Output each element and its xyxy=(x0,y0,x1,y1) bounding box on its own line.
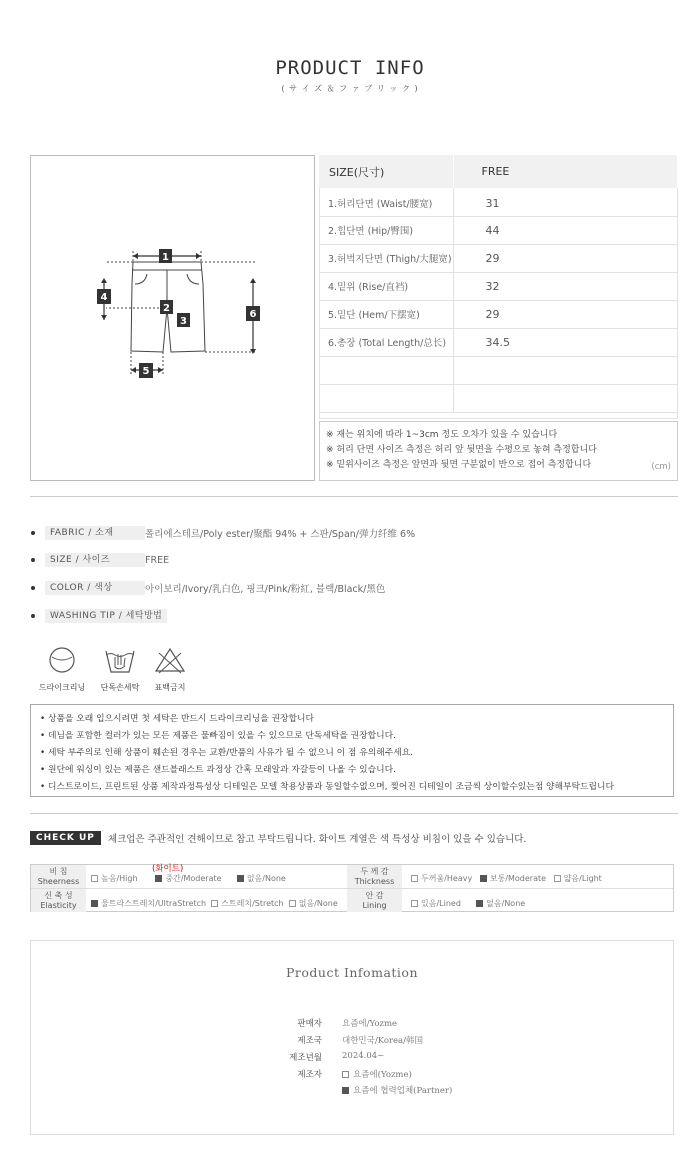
product-info-title: Product Infomation xyxy=(285,965,418,980)
marker-3: 3 xyxy=(180,316,187,327)
page-subtitle: ( サ イ ズ ＆ フ ァ ブ リ ッ ク ) xyxy=(281,84,419,93)
fabric-row: FABRIC / 소재 폴리에스테르/Poly ester/聚酯 94% + 스판/Span/弹力纤维 6% xyxy=(30,525,145,541)
checkbox xyxy=(411,875,418,882)
care-note: • 상품을 오래 입으시려면 첫 세탁은 반드시 드라이크리닝을 권장합니다 xyxy=(40,714,314,724)
table-row xyxy=(319,384,678,412)
checkbox xyxy=(91,875,98,882)
page-title: PRODUCT INFO xyxy=(275,57,425,79)
product-information-box: Product Infomation 판매자 요즘에/Yozme 제조국 대한민국/Korea/韩国 제조년월 2024.04~ 제조자 요즘에(Yozme) 요즘에 협력업체(Partner) xyxy=(30,940,674,1135)
marker-4: 4 xyxy=(100,292,108,303)
divider xyxy=(30,813,678,814)
care-note: • 원단에 워싱이 있는 제품은 샌드블래스트 과정상 간혹 모래알과 자갈등이 나올 수 있습니다. xyxy=(40,765,396,775)
marker-1: 1 xyxy=(162,252,169,263)
care-note: • 디스트로이드, 프린트된 상품 제작과정특성상 디테일은 모델 착용상품과 동일할수없으며, 찢어진 디테일이 조금씩 상이할수있는점 양해부탁드립니다 xyxy=(40,782,614,792)
care-notes-box xyxy=(30,704,674,797)
thickness-label: 두 께 감 Thickness xyxy=(347,865,402,888)
note-line: ※ 재는 위치에 따라 1~3cm 정도 오차가 있을 수 있습니다 xyxy=(326,430,558,440)
elasticity-label: 신 축 성 Elasticity xyxy=(31,889,86,912)
table-row: 4.밑위 (Rise/直裆) 32 xyxy=(319,272,678,300)
note-line: ※ 허리 단면 사이즈 측정은 허리 앞 뒷면을 수평으로 놓혀 측정합니다 xyxy=(326,445,597,455)
bullet-icon xyxy=(31,531,35,535)
checkbox xyxy=(480,875,487,882)
size-row: SIZE / 사이즈 FREE xyxy=(30,552,145,568)
no-bleach-item: 표백금지 xyxy=(150,645,190,693)
table-row: 6.총장 (Total Length/总长) 34.5 xyxy=(319,328,678,356)
table-row xyxy=(319,356,678,384)
shorts-measurement-diagram xyxy=(30,155,315,481)
bullet-icon xyxy=(31,558,35,562)
bullet-icon xyxy=(31,614,35,618)
marker-2: 2 xyxy=(163,303,170,314)
check-up-badge: CHECK UP xyxy=(30,831,101,845)
divider xyxy=(30,496,678,497)
measurement-notes xyxy=(319,421,678,481)
sheerness-label: 비 침 Sheerness xyxy=(31,865,86,888)
checkbox xyxy=(237,875,244,882)
note-line: ※ 밑위사이즈 측정은 앞면과 뒷면 구분없이 반으로 접어 측정합니다 xyxy=(326,460,592,470)
checkbox xyxy=(411,900,418,907)
checkbox xyxy=(342,1071,349,1078)
thickness-options: 두꺼움/Heavy 보통/Moderate 얇음/Light xyxy=(411,873,602,884)
hand-wash-icon xyxy=(103,645,137,675)
lining-options: 있음/Lined 없음/None xyxy=(411,898,525,909)
bullet-icon xyxy=(31,586,35,590)
checkbox xyxy=(211,900,218,907)
lining-label: 안 감 Lining xyxy=(347,889,402,912)
color-row: COLOR / 색상 아이보리/Ivory/乳白色, 핑크/Pink/粉紅, 블랙/Black/黑色 xyxy=(30,580,145,596)
no-bleach-icon xyxy=(154,645,186,675)
checkbox xyxy=(342,1087,349,1094)
washing-tip-row: WASHING TIP / 세탁방법 xyxy=(30,608,167,624)
care-note: • 데님을 포함한 컬러가 있는 모든 제품은 물빠짐이 있을 수 있으므로 단독세탁을 권장합니다. xyxy=(40,731,396,741)
checkbox xyxy=(476,900,483,907)
fabric-properties-table xyxy=(30,864,674,912)
checkbox xyxy=(155,875,162,882)
sheerness-options: 높음/High 중간/Moderate 없음/None xyxy=(91,873,286,884)
dry-clean-item: 드라이크리닝 xyxy=(38,645,86,693)
table-row: 5.밑단 (Hem/下摆宽) 29 xyxy=(319,300,678,328)
check-up-row xyxy=(30,831,526,845)
white-note: (화이트) xyxy=(152,864,184,874)
marker-5: 5 xyxy=(142,366,150,377)
dry-clean-icon xyxy=(47,645,77,675)
care-note: • 세탁 부주의로 인해 상품이 훼손된 경우는 교환/반품의 사유가 될 수 없으니 이 점 유의해주세요. xyxy=(40,748,414,758)
checkbox xyxy=(554,875,561,882)
free-header: FREE xyxy=(453,155,678,188)
table-row: 2.힙단면 (Hip/臀围) 44 xyxy=(319,216,678,244)
size-header: SIZE(尺寸) xyxy=(319,155,453,188)
size-table xyxy=(319,155,678,413)
table-row: 1.허리단면 (Waist/腰宽) 31 xyxy=(319,188,678,216)
unit-label: (cm) xyxy=(651,462,671,472)
checkbox xyxy=(289,900,296,907)
table-row: 3.허벅지단면 (Thigh/大腿宽) 29 xyxy=(319,244,678,272)
hand-wash-item: 단독손세탁 xyxy=(97,645,143,693)
elasticity-options: 울트라스트레치/UltraStretch 스트레치/Stretch 없음/None xyxy=(91,898,338,909)
check-up-text: 체크업은 주관적인 견해이므로 참고 부탁드립니다. 화이트 계열은 색 특성상 비침이 있을 수 있습니다. xyxy=(107,834,527,845)
checkbox xyxy=(91,900,98,907)
marker-6: 6 xyxy=(249,309,257,320)
